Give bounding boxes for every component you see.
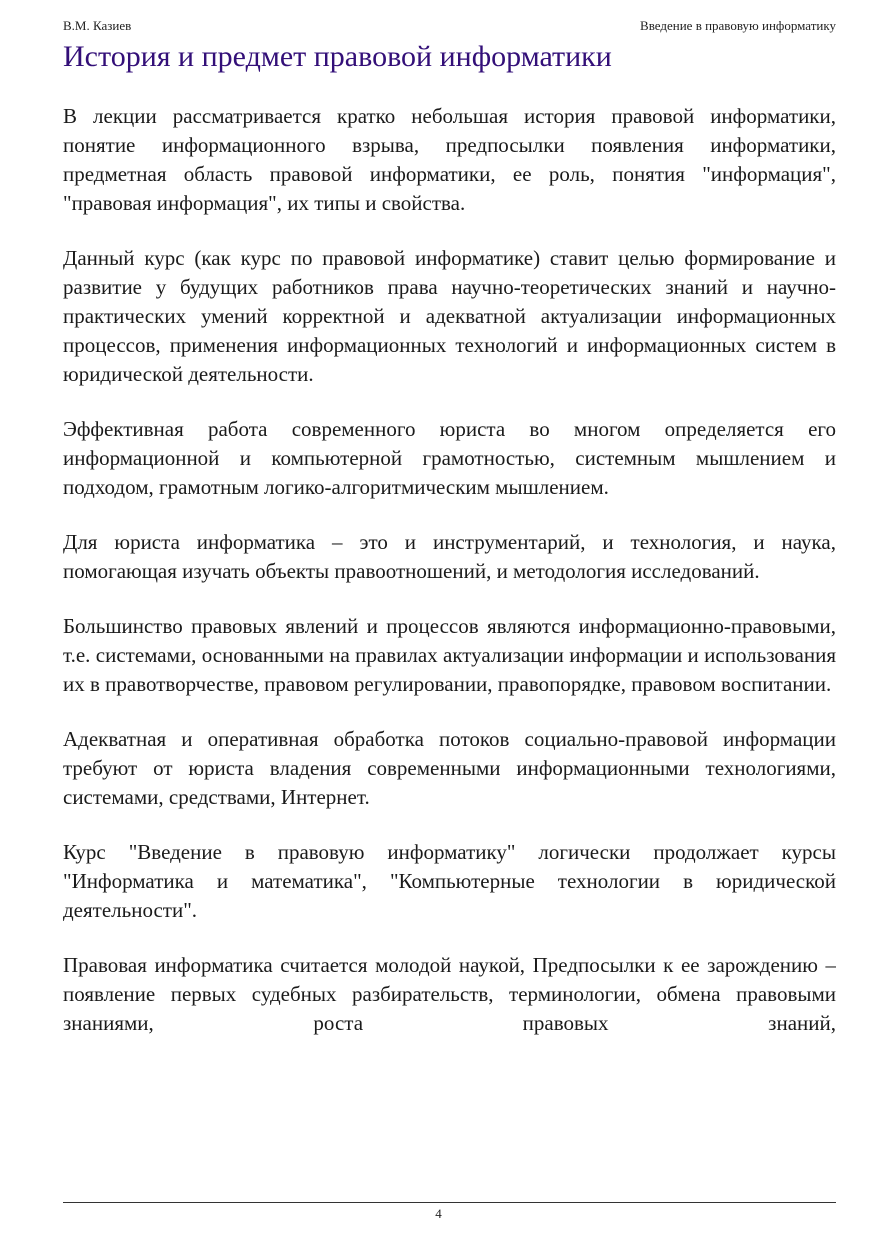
body-text xyxy=(63,102,836,1064)
chapter-title: История и предмет правовой информатики xyxy=(63,40,612,73)
paragraph-6: Адекватная и оперативная обработка потоков социально-правовой информации требуют от юриста владения современными информационными технологиями, системами, средствами, Интернет. xyxy=(63,727,836,809)
page-number: 4 xyxy=(435,1206,442,1221)
paragraph-7: Курс "Введение в правовую информатику" логически продолжает курсы "Информатика и математика", "Компьютерные технологии в юридической деятельности". xyxy=(63,840,836,922)
header-author: В.М. Казиев xyxy=(63,18,132,33)
paragraph-5: Большинство правовых явлений и процессов являются информационно-правовыми, т.е. системами, основанными на правилах актуализации информации и использования их в правотворчестве, правовом регулировании, правопорядке, правовом воспитании. xyxy=(63,614,836,696)
paragraph-4: Для юриста информатика – это и инструментарий, и технология, и наука, помогающая изучать объекты правоотношений, и методология исследований. xyxy=(63,530,836,583)
running-header xyxy=(63,17,836,35)
paragraph-8: Правовая информатика считается молодой наукой, Предпосылки к ее зарождению – появление первых судебных разбирательств, терминологии, обмена правовыми знаниями, роста правовых знаний, xyxy=(63,953,836,1035)
paragraph-2: Данный курс (как курс по правовой информатике) ставит целью формирование и развитие у будущих работников права научно-теоретических знаний и научно-практических умений корректной и адекватной актуализации информационных процессов, применения информационных технологий и информационных систем в юридической деятельности. xyxy=(63,246,836,386)
header-book-title: Введение в правовую информатику xyxy=(640,18,836,33)
paragraph-3: Эффективная работа современного юриста во многом определяется его информационной и компьютерной грамотностью, системным мышлением и подходом, грамотным логико-алгоритмическим мышлением. xyxy=(63,417,836,499)
footer-divider xyxy=(63,1202,836,1203)
paragraph-1: В лекции рассматривается кратко небольшая история правовой информатики, понятие информационного взрыва, предпосылки появления информатики, предметная область правовой информатики, ее роль, понятия "информация", "правовая информация", их типы и свойства. xyxy=(63,104,836,215)
